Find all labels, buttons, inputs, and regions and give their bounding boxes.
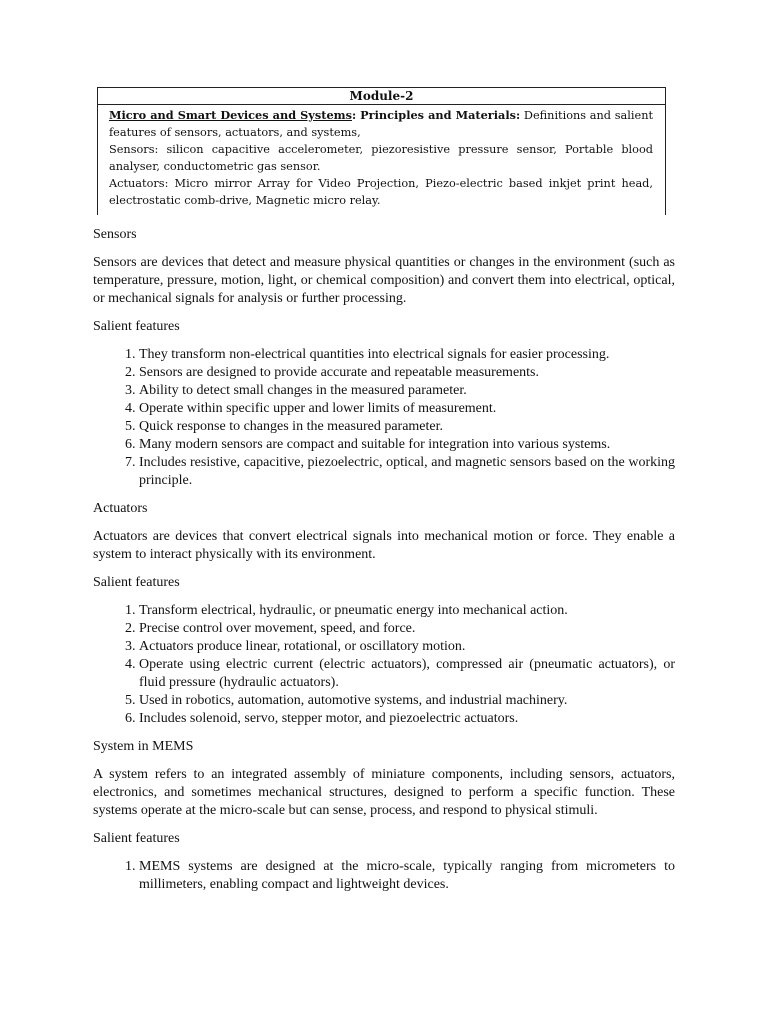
- list-item-text: Precise control over movement, speed, and force.: [139, 621, 416, 636]
- module-title: Module-2: [98, 88, 665, 105]
- list-item: [93, 364, 675, 382]
- list-item: [93, 418, 675, 436]
- list-item-text: Sensors are designed to provide accurate and repeatable measurements.: [139, 365, 539, 380]
- list-item-text: Includes resistive, capacitive, piezoelectric, optical, and magnetic sensors based on the working principle.: [139, 455, 675, 488]
- system-features-list: [93, 858, 675, 894]
- sensors-heading: Sensors: [93, 227, 137, 242]
- module-sensors-line: Sensors: silicon capacitive accelerometer, piezoresistive pressure sensor, Portable blood analyser, conductometric gas sensor.: [109, 143, 653, 173]
- system-description: A system refers to an integrated assembly of miniature components, including sensors, actuators, electronics, and sometimes mechanical structures, designed to perform a specific function. These systems operate at the micro-scale but can sense, process, and respond to physical stimuli.: [93, 767, 675, 818]
- list-item-number: 5.: [125, 693, 136, 708]
- module-topic-paragraph: [109, 107, 653, 141]
- list-item-number: 1.: [125, 347, 136, 362]
- list-item: [93, 436, 675, 454]
- actuators-heading: Actuators: [93, 501, 148, 516]
- list-item-text: Quick response to changes in the measured parameter.: [139, 419, 444, 434]
- module-syllabus-body: [98, 105, 665, 209]
- list-item-text: Used in robotics, automation, automotive systems, and industrial machinery.: [139, 693, 568, 708]
- actuators-features-heading: Salient features: [93, 575, 180, 590]
- module-topic: Micro and Smart Devices and Systems: [109, 108, 352, 122]
- list-item-number: 2.: [125, 621, 136, 636]
- list-item-text: Operate using electric current (electric actuators), compressed air (pneumatic actuators), or fluid pressure (hydraulic actuators).: [139, 657, 675, 690]
- module-syllabus-box: [97, 87, 666, 215]
- list-item-text: They transform non-electrical quantities into electrical signals for easier processing.: [139, 347, 610, 362]
- list-item: [93, 620, 675, 638]
- actuators-features-list: [93, 602, 675, 728]
- module-principles: Principles and Materials:: [356, 108, 521, 122]
- list-item-number: 6.: [125, 437, 136, 452]
- list-item: [93, 656, 675, 692]
- system-features-heading: Salient features: [93, 831, 180, 846]
- list-item-text: Operate within specific upper and lower limits of measurement.: [139, 401, 497, 416]
- list-item-number: 6.: [125, 711, 136, 726]
- list-item-text: Includes solenoid, servo, stepper motor, and piezoelectric actuators.: [139, 711, 519, 726]
- sensors-description: Sensors are devices that detect and measure physical quantities or changes in the environment (such as temperature, pressure, motion, light, or chemical composition) and convert them into electrical, optical, or mechanical signals for analysis or further processing.: [93, 255, 675, 306]
- actuators-description: Actuators are devices that convert electrical signals into mechanical motion or force. They enable a system to interact physically with its environment.: [93, 529, 675, 562]
- list-item-number: 4.: [125, 657, 136, 672]
- list-item: [93, 692, 675, 710]
- list-item-number: 5.: [125, 419, 136, 434]
- list-item: [93, 710, 675, 728]
- system-heading: System in MEMS: [93, 739, 194, 754]
- module-colon: :: [351, 108, 357, 122]
- list-item: [93, 346, 675, 364]
- list-item-number: 2.: [125, 365, 136, 380]
- list-item-number: 3.: [125, 383, 136, 398]
- module-actuators-line: Actuators: Micro mirror Array for Video Projection, Piezo-electric based inkjet print head, electrostatic comb-drive, Magnetic micro relay.: [109, 177, 653, 207]
- list-item-number: 7.: [125, 455, 136, 470]
- list-item: [93, 400, 675, 418]
- list-item-number: 1.: [125, 859, 136, 874]
- list-item: [93, 382, 675, 400]
- list-item: [93, 858, 675, 894]
- list-item: [93, 602, 675, 620]
- module-definitions: Definitions and salient features of sensors, actuators, and systems,: [109, 109, 654, 139]
- list-item: [93, 454, 675, 490]
- list-item-text: Actuators produce linear, rotational, or oscillatory motion.: [139, 639, 466, 654]
- list-item: [93, 638, 675, 656]
- sensors-features-heading: Salient features: [93, 319, 180, 334]
- sensors-features-list: [93, 346, 675, 490]
- list-item-text: Many modern sensors are compact and suitable for integration into various systems.: [139, 437, 611, 452]
- list-item-number: 1.: [125, 603, 136, 618]
- document-content: [93, 226, 675, 894]
- list-item-number: 3.: [125, 639, 136, 654]
- list-item-number: 4.: [125, 401, 136, 416]
- list-item-text: MEMS systems are designed at the micro-scale, typically ranging from micrometers to millimeters, enabling compact and lightweight devices.: [139, 859, 675, 892]
- list-item-text: Transform electrical, hydraulic, or pneumatic energy into mechanical action.: [139, 603, 568, 618]
- list-item-text: Ability to detect small changes in the measured parameter.: [139, 383, 467, 398]
